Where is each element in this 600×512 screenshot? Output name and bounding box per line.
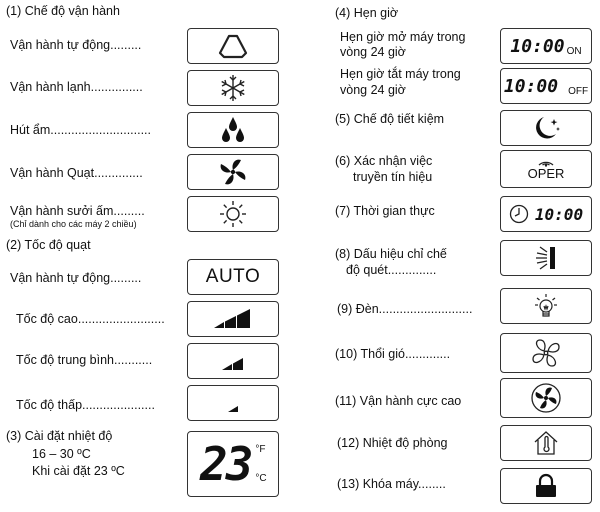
- temp-unit-f: °F: [255, 444, 266, 455]
- heat-note: (Chỉ dành cho các máy 2 chiều): [10, 219, 137, 229]
- clock-label: (7) Thời gian thực: [335, 204, 435, 218]
- timer-header: (4) Hẹn giờ: [335, 6, 399, 20]
- fan-auto-text: AUTO: [205, 266, 261, 287]
- timer-off-line1: Hẹn giờ tắt máy trong: [340, 67, 461, 81]
- cool-mode-box: [187, 70, 279, 106]
- clock-time: 10:00: [534, 204, 584, 224]
- fan-blow-icon: [530, 337, 562, 369]
- mode-cool-label: Vận hành lạnh...............: [10, 80, 143, 94]
- signal-oper-text: OPER: [527, 166, 565, 181]
- dry-mode-box: [187, 112, 279, 148]
- moon-stars-icon: [530, 114, 562, 142]
- temp-header: (3) Cài đặt nhiệt độ: [6, 429, 113, 443]
- fan-high-box: [187, 301, 279, 337]
- lock-label: (13) Khóa máy........: [337, 477, 446, 491]
- snowflake-icon: [218, 73, 248, 103]
- water-drops-icon: [218, 115, 248, 145]
- lock-box: [500, 468, 592, 504]
- temp-display-box: [187, 431, 279, 497]
- mode-header: (1) Chế độ vận hành: [6, 4, 120, 18]
- mode-fan-label: Vận hành Quạt..............: [10, 166, 143, 180]
- room-temp-label: (12) Nhiệt độ phòng: [337, 436, 448, 450]
- room-temp-box: [500, 425, 592, 461]
- swing-line2: độ quét..............: [346, 263, 437, 277]
- timer-off-box: [500, 68, 592, 104]
- timer-off-line2: vòng 24 giờ: [340, 83, 406, 97]
- auto-mode-box: [187, 28, 279, 64]
- lock-icon: [533, 473, 559, 499]
- signal-bars-low-icon: [212, 392, 254, 414]
- temp-range: 16 – 30 ºC: [32, 447, 91, 461]
- temp-when: Khi cài đặt 23 ºC: [32, 464, 125, 478]
- signal-line2: truyền tín hiệu: [353, 170, 433, 184]
- fan-auto-label: Vận hành tự động.........: [10, 271, 142, 285]
- timer-off-time: 10:00: [503, 75, 559, 97]
- timer-on-time: 10:00: [510, 35, 565, 57]
- mode-dry-label: Hút ẩm.............................: [10, 123, 152, 137]
- turbo-fan-icon: [530, 382, 562, 414]
- fan-speed-header: (2) Tốc độ quạt: [6, 238, 91, 252]
- signal-line1: (6) Xác nhận việc: [335, 154, 433, 168]
- swing-line1: (8) Dấu hiệu chỉ chế: [335, 247, 447, 261]
- eco-label: (5) Chế độ tiết kiệm: [335, 112, 445, 126]
- signal-bars-medium-icon: [212, 350, 254, 372]
- fan-mode-box: [187, 154, 279, 190]
- eco-box: [500, 110, 592, 146]
- fan-icon: [218, 157, 248, 187]
- timer-on-line1: Hẹn giờ mở máy trong: [340, 30, 466, 44]
- mode-heat-label: Vận hành sưởi ấm.........: [10, 204, 145, 218]
- fan-auto-box: [187, 259, 279, 295]
- fan-low-box: [187, 385, 279, 421]
- temp-display-value: 23: [200, 437, 252, 491]
- light-bulb-icon: [533, 292, 559, 320]
- temp-unit-c: °C: [255, 473, 267, 484]
- signal-bars-icon: [212, 308, 254, 330]
- timer-on-box: [500, 28, 592, 64]
- house-thermometer-icon: [533, 430, 559, 456]
- light-label: (9) Đèn...........................: [337, 302, 473, 316]
- turbo-label: (11) Vận hành cực cao: [335, 394, 462, 408]
- signal-box: [500, 150, 592, 188]
- clock-box: [500, 196, 592, 232]
- fan-medium-label: Tốc độ trung bình...........: [16, 353, 153, 367]
- swing-louver-icon: [533, 245, 559, 271]
- turbo-box: [500, 378, 592, 418]
- timer-off-tag: OFF: [568, 85, 589, 97]
- light-box: [500, 288, 592, 324]
- heat-mode-box: [187, 196, 279, 232]
- blow-label: (10) Thổi gió.............: [335, 347, 451, 361]
- sun-icon: [218, 199, 248, 229]
- fan-high-label: Tốc độ cao.........................: [16, 312, 165, 326]
- swing-box: [500, 240, 592, 276]
- fan-low-label: Tốc độ thấp.....................: [16, 398, 155, 412]
- blow-box: [500, 333, 592, 373]
- timer-on-tag: ON: [566, 45, 582, 57]
- mode-auto-label: Vận hành tự động.........: [10, 38, 142, 52]
- auto-mode-icon: [218, 33, 248, 59]
- timer-on-line2: vòng 24 giờ: [340, 45, 406, 59]
- clock-icon: [509, 204, 529, 224]
- fan-medium-box: [187, 343, 279, 379]
